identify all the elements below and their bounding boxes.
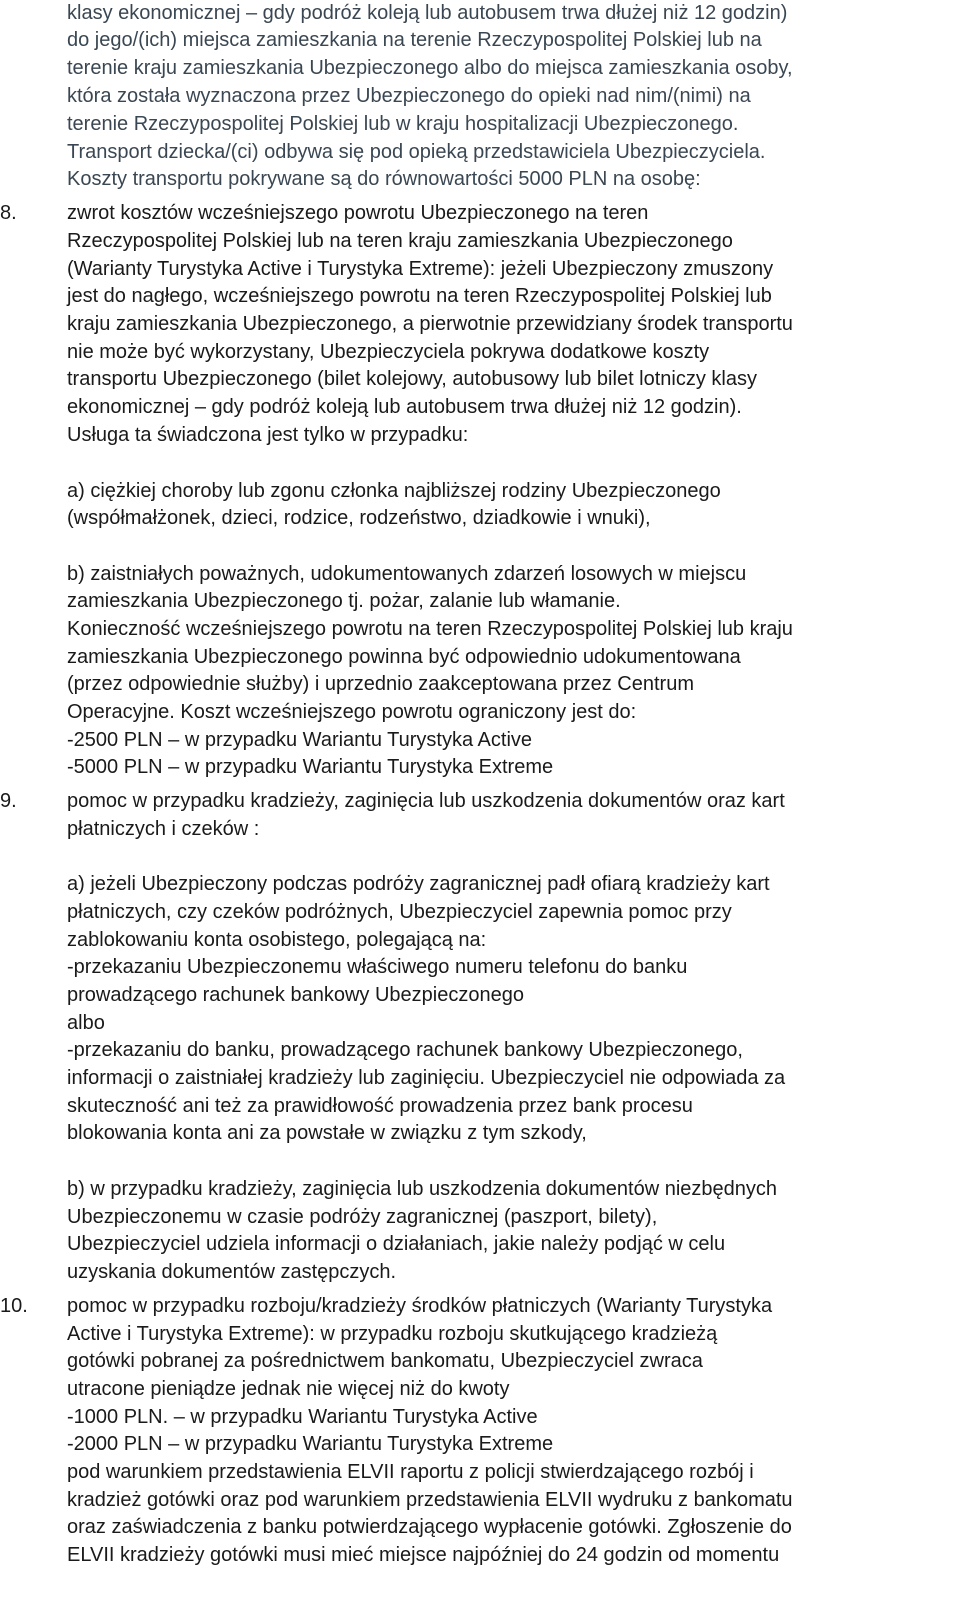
text-line: -przekazaniu Ubezpieczonemu właściwego numeru telefonu do banku [67, 956, 688, 978]
text-line: ELVII kradzieży gotówki musi mieć miejsce najpóźniej do 24 godzin od momentu [67, 1544, 780, 1566]
text-line: uzyskania dokumentów zastępczych. [67, 1261, 397, 1283]
text-line: -2000 PLN – w przypadku Wariantu Turystyka Extreme [67, 1433, 554, 1455]
text-line: blokowania konta ani za powstałe w związku z tym szkody, [67, 1122, 587, 1144]
text-line: informacji o zaistniałej kradzieży lub zaginięciu. Ubezpieczyciel nie odpowiada za [67, 1067, 786, 1089]
text-line: kradzież gotówki oraz pod warunkiem przedstawienia ELVII wydruku z bankomatu [67, 1489, 793, 1511]
text-line: terenie kraju zamieszkania Ubezpieczonego albo do miejsca zamieszkania osoby, [67, 57, 793, 79]
text-line: Ubezpieczonemu w czasie podróży zagranicznej (paszport, bilety), [67, 1206, 658, 1228]
text-line: -1000 PLN. – w przypadku Wariantu Turystyka Active [67, 1406, 538, 1428]
text-line: która została wyznaczona przez Ubezpieczonego do opieki nad nim/(nimi) na [67, 85, 751, 107]
text-line: pomoc w przypadku kradzieży, zaginięcia lub uszkodzenia dokumentów oraz kart [67, 790, 785, 812]
text-line: (przez odpowiednie służby) i uprzednio zaakceptowana przez Centrum [67, 673, 694, 695]
text-line: płatniczych i czeków : [67, 818, 260, 840]
text-line: utracone pieniądze jednak nie więcej niż do kwoty [67, 1378, 510, 1400]
item-number: 10. [0, 1295, 28, 1317]
text-line: Operacyjne. Koszt wcześniejszego powrotu ograniczony jest do: [67, 701, 637, 723]
text-line: Transport dziecka/(ci) odbywa się pod opieką przedstawiciela Ubezpieczyciela. [67, 141, 766, 163]
text-line: albo [67, 1012, 105, 1034]
text-line: klasy ekonomicznej – gdy podróż koleją lub autobusem trwa dłużej niż 12 godzin) [67, 2, 788, 24]
text-line: Active i Turystyka Extreme): w przypadku rozboju skutkującego kradzieżą [67, 1323, 718, 1345]
item-number: 8. [0, 202, 17, 224]
text-line: b) zaistniałych poważnych, udokumentowanych zdarzeń losowych w miejscu [67, 563, 747, 585]
text-line: pod warunkiem przedstawienia ELVII raportu z policji stwierdzającego rozbój i [67, 1461, 754, 1483]
text-line: ekonomicznej – gdy podróż koleją lub autobusem trwa dłużej niż 12 godzin). [67, 396, 742, 418]
text-line: zamieszkania Ubezpieczonego tj. pożar, zalanie lub włamanie. [67, 590, 621, 612]
text-line: Usługa ta świadczona jest tylko w przypadku: [67, 424, 469, 446]
text-line: Rzeczypospolitej Polskiej lub na teren kraju zamieszkania Ubezpieczonego [67, 230, 733, 252]
text-line: skuteczność ani też za prawidłowość prowadzenia przez bank procesu [67, 1095, 693, 1117]
text-line: transportu Ubezpieczonego (bilet kolejowy, autobusowy lub bilet lotniczy klasy [67, 368, 757, 390]
text-line: płatniczych, czy czeków podróżnych, Ubezpieczyciel zapewnia pomoc przy [67, 901, 732, 923]
text-line: do jego/(ich) miejsca zamieszkania na terenie Rzeczypospolitej Polskiej lub na [67, 29, 762, 51]
text-line: Konieczność wcześniejszego powrotu na teren Rzeczypospolitej Polskiej lub kraju [67, 618, 793, 640]
text-line: a) jeżeli Ubezpieczony podczas podróży zagranicznej padł ofiarą kradzieży kart [67, 873, 770, 895]
text-line: -5000 PLN – w przypadku Wariantu Turystyka Extreme [67, 756, 554, 778]
text-line: (współmałżonek, dzieci, rodzice, rodzeństwo, dziadkowie i wnuki), [67, 507, 651, 529]
text-line: zwrot kosztów wcześniejszego powrotu Ubezpieczonego na teren [67, 202, 649, 224]
text-line: oraz zaświadczenia z banku potwierdzającego wypłacenie gotówki. Zgłoszenie do [67, 1516, 792, 1538]
text-line: Koszty transportu pokrywane są do równowartości 5000 PLN na osobę: [67, 168, 701, 190]
item-number: 9. [0, 790, 17, 812]
text-line: nie może być wykorzystany, Ubezpieczyciela pokrywa dodatkowe koszty [67, 341, 710, 363]
text-line: gotówki pobranej za pośrednictwem bankomatu, Ubezpieczyciel zwraca [67, 1350, 703, 1372]
text-line: kraju zamieszkania Ubezpieczonego, a pierwotnie przewidziany środek transportu [67, 313, 793, 335]
text-line: jest do nagłego, wcześniejszego powrotu na teren Rzeczypospolitej Polskiej lub [67, 285, 772, 307]
text-line: zamieszkania Ubezpieczonego powinna być odpowiednio udokumentowana [67, 646, 741, 668]
text-line: Ubezpieczyciel udziela informacji o działaniach, jakie należy podjąć w celu [67, 1233, 726, 1255]
text-line: -2500 PLN – w przypadku Wariantu Turystyka Active [67, 729, 533, 751]
text-line: b) w przypadku kradzieży, zaginięcia lub uszkodzenia dokumentów niezbędnych [67, 1178, 778, 1200]
text-line: prowadzącego rachunek bankowy Ubezpieczonego [67, 984, 524, 1006]
text-line: zablokowaniu konta osobistego, polegającą na: [67, 929, 487, 951]
text-line: -przekazaniu do banku, prowadzącego rachunek bankowy Ubezpieczonego, [67, 1039, 743, 1061]
text-line: a) ciężkiej choroby lub zgonu członka najbliższej rodziny Ubezpieczonego [67, 480, 721, 502]
text-line: (Warianty Turystyka Active i Turystyka Extreme): jeżeli Ubezpieczony zmuszony [67, 258, 774, 280]
text-line: terenie Rzeczypospolitej Polskiej lub w kraju hospitalizacji Ubezpieczonego. [67, 113, 739, 135]
text-line: pomoc w przypadku rozboju/kradzieży środków płatniczych (Warianty Turystyka [67, 1295, 773, 1317]
